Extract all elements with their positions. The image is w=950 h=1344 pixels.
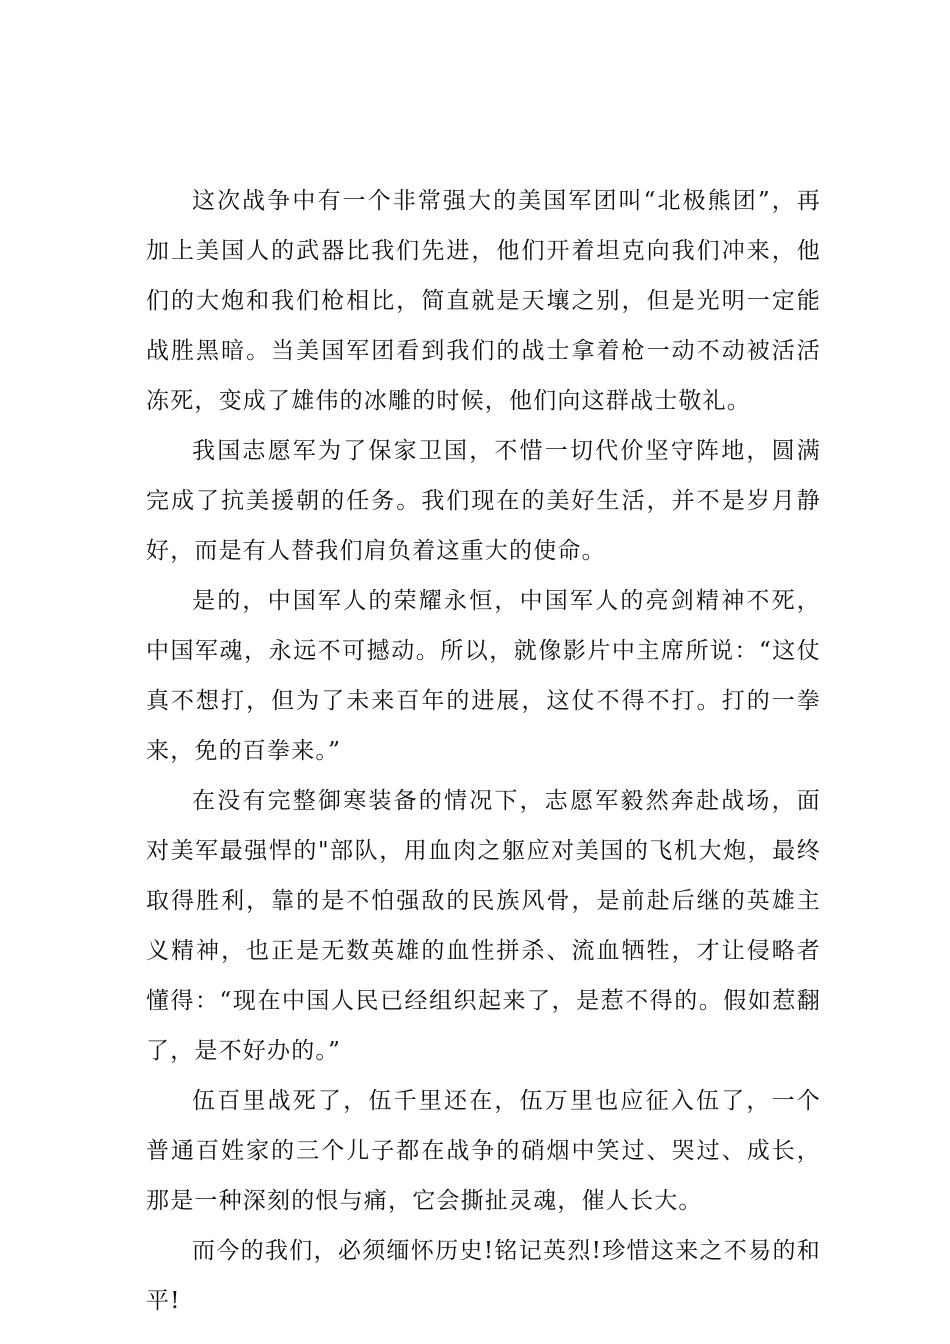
paragraph-2: 我国志愿军为了保家卫国，不惜一切代价坚守阵地，圆满完成了抗美援朝的任务。我们现在的美好生活，并不是岁月静好，而是有人替我们肩负着这重大的使命。 [146, 438, 821, 564]
paragraph-3: 是的，中国军人的荣耀永恒，中国军人的亮剑精神不死，中国军魂，永远不可撼动。所以，就像影片中主席所说：“这仗真不想打，但为了未来百年的进展，这仗不得不打。打的一拳来，免的百拳来。” [146, 588, 821, 764]
paragraph-5: 伍百里战死了，伍千里还在，伍万里也应征入伍了，一个普通百姓家的三个儿子都在战争的硝烟中笑过、哭过、成长，那是一种深刻的恨与痛，它会撕扯灵魂，催人长大。 [146, 1088, 821, 1214]
paragraph-6: 而今的我们，必须缅怀历史!铭记英烈!珍惜这来之不易的和平! [146, 1238, 821, 1314]
paragraph-1: 这次战争中有一个非常强大的美国军团叫“北极熊团”，再加上美国人的武器比我们先进，他们开着坦克向我们冲来，他们的大炮和我们枪相比，简直就是天壤之别，但是光明一定能战胜黑暗。当美国军团看到我们的战士拿着枪一动不动被活活冻死，变成了雄伟的冰雕的时候，他们向这群战士敬礼。 [146, 188, 821, 414]
document-body [146, 176, 821, 1326]
paragraph-4: 在没有完整御寒装备的情况下，志愿军毅然奔赴战场，面对美军最强悍的"部队，用血肉之躯应对美国的飞机大炮，最终取得胜利，靠的是不怕强敌的民族风骨，是前赴后继的英雄主义精神，也正是无数英雄的血性拼杀、流血牺牲，才让侵略者懂得：“现在中国人民已经组织起来了，是惹不得的。假如惹翻了，是不好办的。” [146, 788, 821, 1064]
